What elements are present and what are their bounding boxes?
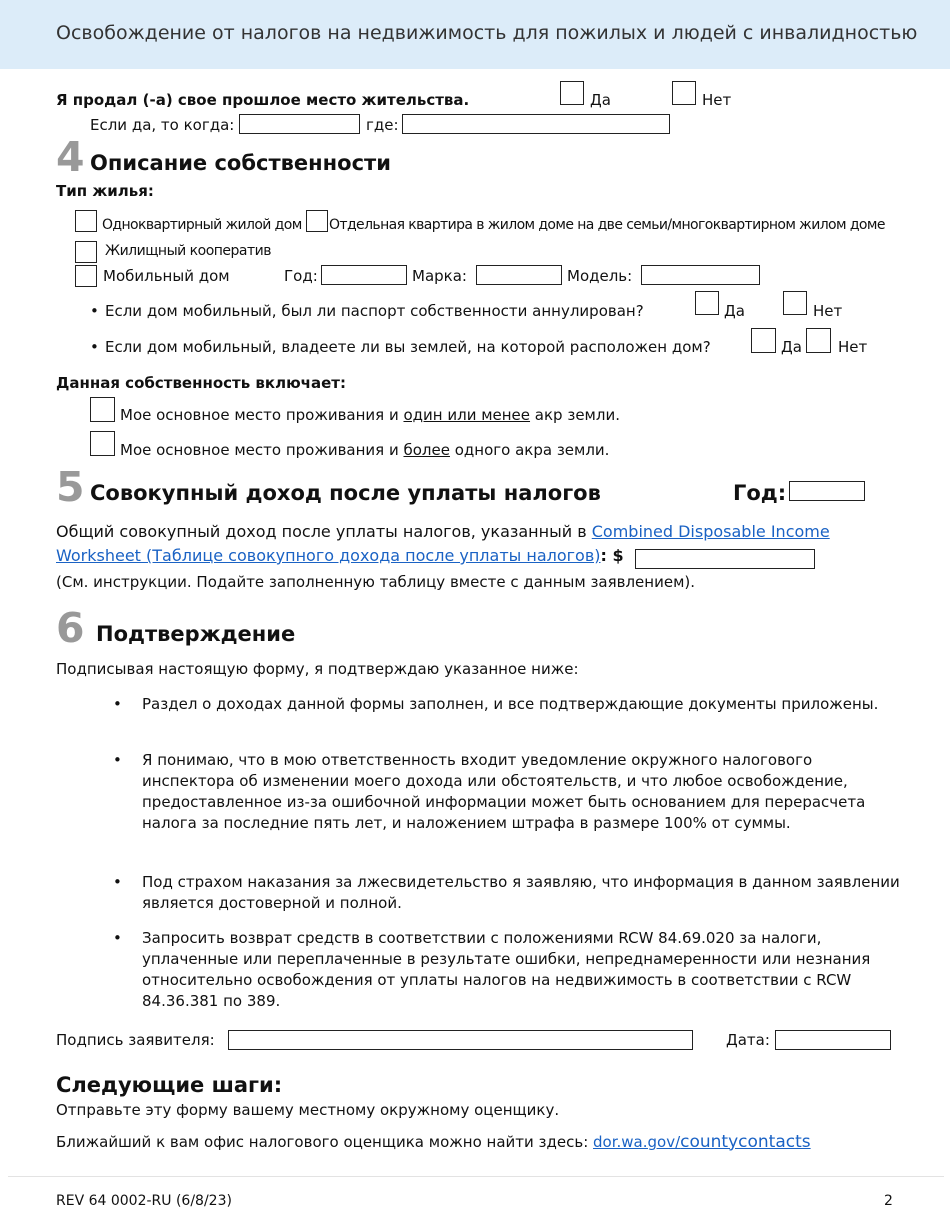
own-land-question: Если дом мобильный, владеете ли вы землей, на которой расположен дом? xyxy=(105,338,711,356)
property-includes-label: Данная собственность включает: xyxy=(56,374,346,392)
sold-no-label: Нет xyxy=(702,91,732,109)
income-text-line1: Общий совокупный доход после уплаты налогов, указанный в Combined Disposable Income xyxy=(56,522,830,541)
section-6-number: 6 xyxy=(56,604,85,652)
income-amount-field[interactable] xyxy=(635,549,815,569)
sold-no-checkbox[interactable] xyxy=(672,81,696,105)
section-4-title: Описание собственности xyxy=(90,151,391,175)
coop-checkbox[interactable] xyxy=(75,241,97,263)
income-year-field[interactable] xyxy=(789,481,865,501)
own-land-no-label: Нет xyxy=(838,338,868,356)
form-id: REV 64 0002-RU (6/8/23) xyxy=(56,1193,232,1209)
mobile-make-field[interactable] xyxy=(476,265,562,285)
mobile-year-field[interactable] xyxy=(321,265,407,285)
own-land-yes-checkbox[interactable] xyxy=(751,328,776,353)
apartment-checkbox[interactable] xyxy=(306,210,328,232)
sold-residence-label: Я продал (-а) свое прошлое место жительства. xyxy=(56,91,470,109)
page-title: Освобождение от налогов на недвижимость для пожилых и людей с инвалидностью xyxy=(56,22,918,44)
next-steps-line1: Отправьте эту форму вашему местному окружному оценщику. xyxy=(56,1101,560,1119)
date-label: Дата: xyxy=(726,1031,770,1049)
county-contacts-link[interactable]: dor.wa.gov/countycontacts xyxy=(593,1132,811,1152)
footer-divider xyxy=(8,1176,944,1177)
one-acre-or-less-checkbox[interactable] xyxy=(90,397,115,422)
header-band xyxy=(0,0,950,69)
make-label: Марка: xyxy=(412,267,467,285)
sold-yes-label: Да xyxy=(590,91,611,109)
next-steps-line2: Ближайший к вам офис налогового оценщика можно найти здесь: dor.wa.gov/countycontacts xyxy=(56,1132,811,1152)
when-field[interactable] xyxy=(239,114,360,134)
model-label: Модель: xyxy=(567,267,633,285)
housing-type-label: Тип жилья: xyxy=(56,182,154,200)
title-cancelled-yes-label: Да xyxy=(724,302,745,320)
mobile-home-checkbox[interactable] xyxy=(75,265,97,287)
coop-label: Жилищный кооператив xyxy=(105,243,271,259)
year-label: Год: xyxy=(284,267,318,285)
confirmation-item: • Под страхом наказания за лжесвидетельство я заявляю, что информация в данном заявлении является достоверной и полной. xyxy=(113,873,900,912)
sold-yes-checkbox[interactable] xyxy=(560,81,584,105)
single-family-label: Одноквартирный жилой дом xyxy=(102,217,302,233)
title-cancelled-no-label: Нет xyxy=(813,302,843,320)
when-label: Если да, то когда: xyxy=(90,116,235,134)
section-5-title: Совокупный доход после уплаты налогов xyxy=(90,481,601,505)
confirmation-item: • Раздел о доходах данной формы заполнен, и все подтверждающие документы приложены. xyxy=(113,695,879,713)
apartment-label: Отдельная квартира в жилом доме на две семьи/многоквартирном жилом доме xyxy=(329,217,885,233)
bullet-dot: • xyxy=(90,302,99,320)
section-5-year-label: Год: xyxy=(733,481,787,505)
mobile-model-field[interactable] xyxy=(641,265,760,285)
more-than-one-acre-label: Мое основное место проживания и более одного акра земли. xyxy=(120,441,610,459)
signature-label: Подпись заявителя: xyxy=(56,1031,215,1049)
date-field[interactable] xyxy=(775,1030,891,1050)
where-field[interactable] xyxy=(402,114,670,134)
worksheet-note: (См. инструкции. Подайте заполненную таблицу вместе с данным заявлением). xyxy=(56,573,696,591)
section-4-number: 4 xyxy=(56,133,85,181)
page-number: 2 xyxy=(884,1193,893,1209)
title-cancelled-question: Если дом мобильный, был ли паспорт собственности аннулирован? xyxy=(105,302,644,320)
one-acre-or-less-label: Мое основное место проживания и один или менее акр земли. xyxy=(120,406,620,424)
own-land-yes-label: Да xyxy=(781,338,802,356)
title-cancelled-yes-checkbox[interactable] xyxy=(695,291,719,315)
where-label: где: xyxy=(366,116,399,134)
confirmation-item: • Запросить возврат средств в соответствии с положениями RCW 84.69.020 за налоги, уплаченные или переплаченные в результате ошибки, непреднамеренности или незнания относительно освобождения от уплаты налогов на недвижимость в соответствии с RCW 84.36.381 по 389. xyxy=(113,929,871,1010)
more-than-one-acre-checkbox[interactable] xyxy=(90,431,115,456)
confirmation-item: • Я понимаю, что в мою ответственность входит уведомление окружного налогового инспектора об изменении моего дохода или обстоятельств, и что любое освобождение, предоставленное из-за ошибочной информации может быть основанием для перерасчета налога за последние пять лет, и наложением штрафа в размере 100% от суммы. xyxy=(113,751,866,832)
section-5-number: 5 xyxy=(56,463,85,511)
mobile-home-label: Мобильный дом xyxy=(103,267,230,285)
worksheet-link[interactable]: Combined Disposable Income xyxy=(591,522,830,541)
next-steps-title: Следующие шаги: xyxy=(56,1073,283,1097)
signature-field[interactable] xyxy=(228,1030,693,1050)
title-cancelled-no-checkbox[interactable] xyxy=(783,291,807,315)
own-land-no-checkbox[interactable] xyxy=(806,328,831,353)
income-text-line2: Worksheet (Таблице совокупного дохода после уплаты налогов): $ xyxy=(56,546,624,565)
confirmation-intro: Подписывая настоящую форму, я подтверждаю указанное ниже: xyxy=(56,660,579,678)
section-6-title: Подтверждение xyxy=(96,622,296,646)
worksheet-link-continued[interactable]: Worksheet (Таблице совокупного дохода после уплаты налогов) xyxy=(56,546,601,565)
bullet-dot: • xyxy=(90,338,99,356)
single-family-checkbox[interactable] xyxy=(75,210,97,232)
